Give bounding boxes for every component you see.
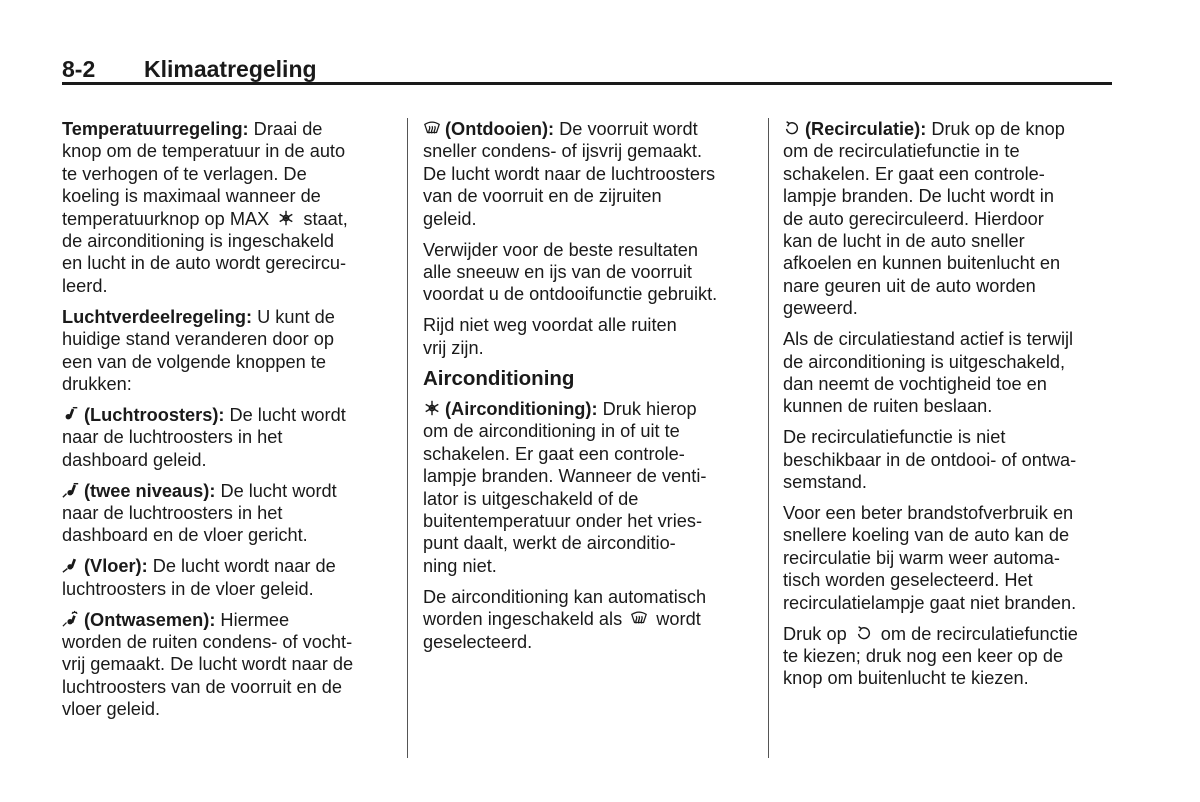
floor-paragraph <box>62 555 396 600</box>
snowflake-icon <box>277 209 295 227</box>
defog-icon <box>62 610 80 628</box>
column-right <box>783 118 1117 698</box>
auto-ac-paragraph <box>423 586 757 653</box>
defog-paragraph <box>62 609 396 721</box>
recirculation-icon <box>783 119 801 137</box>
snowflake-icon <box>423 399 441 417</box>
press-text-end: om de recirculatiefunctie te kiezen; druk nog een keer op de knop om buitenlucht te kiezen. <box>783 623 1078 689</box>
page-title: Klimaatregeling <box>144 56 317 82</box>
bilevel-label: (twee niveaus): <box>84 480 216 501</box>
vent-icon <box>62 405 80 423</box>
floor-text: De lucht wordt naar de luchtroosters in de vloer geleid. <box>62 556 336 599</box>
floor-label: (Vloer): <box>84 556 148 577</box>
remove-snow-paragraph: Verwijder voor de beste resultaten alle sneeuw en ijs van de voorruit voordat u de ontdooifunctie gebruikt. <box>423 239 718 305</box>
vents-paragraph <box>62 404 396 471</box>
page-number: 8-2 <box>62 56 96 82</box>
auto-ac-text-end: wordt geselecteerd. <box>423 609 701 652</box>
ac-paragraph <box>423 398 757 577</box>
recirculation-label: (Recirculatie): <box>805 119 927 139</box>
vents-text: De lucht wordt naar de luchtroosters in het dashboard geleid. <box>62 404 346 470</box>
bilevel-text: De lucht wordt naar de luchtroosters in het dashboard en de vloer gericht. <box>62 480 337 546</box>
defrost-label: (Ontdooien): <box>445 119 555 139</box>
vents-label: (Luchtroosters): <box>84 404 225 425</box>
recirculation-icon <box>855 624 873 642</box>
drive-paragraph: Rijd niet weg voordat alle ruiten vrij zijn. <box>423 315 677 358</box>
bilevel-paragraph <box>62 480 396 547</box>
unavailable-paragraph: De recirculatiefunctie is niet beschikbaar in de ontdooi- of ontwa- semstand. <box>783 427 1077 493</box>
defog-text: Hiermee worden de ruiten condens- of vocht- vrij gemaakt. De lucht wordt naar de luchtroosters van de voorruit en de vloer geleid. <box>62 609 354 720</box>
column-left <box>62 118 396 729</box>
press-paragraph <box>783 623 1117 690</box>
column-divider <box>407 118 408 758</box>
recirculation-paragraph <box>783 118 1117 320</box>
press-text: Druk op <box>783 623 852 644</box>
ac-text: Druk hierop om de airconditioning in of uit te schakelen. Er gaat een controle- lampje branden. Wanneer de venti- lator is uitgeschakeld of de buitentemperatuur onder het vries- punt daalt, werkt de airconditio- ning niet. <box>423 398 707 576</box>
temperature-text-end: staat, de airconditioning is ingeschakeld en lucht in de auto wordt gerecircu- leerd. <box>62 208 348 296</box>
defrost-text: De voorruit wordt sneller condens- of ijsvrij gemaakt. De lucht wordt naar de luchtroosters van de voorruit en de zijruiten geleid. <box>423 119 716 229</box>
fuel-paragraph: Voor een beter brandstofverbruik en snellere koeling van de auto kan de recirculatie bij warm weer automa- tisch worden geselecteerd. Het recirculatielampje gaat niet branden. <box>783 503 1077 613</box>
defrost-icon <box>630 609 648 627</box>
section-heading: Airconditioning <box>423 366 575 390</box>
defrost-icon <box>423 119 441 137</box>
distribution-label: Luchtverdeelregeling: <box>62 306 253 327</box>
ac-label: (Airconditioning): <box>445 398 598 419</box>
column-middle <box>423 118 757 661</box>
temperature-text: Draai de knop om de temperatuur in de auto te verhogen of te verlagen. De koeling is maximaal wanneer de temperatuurknop op MAX <box>62 119 346 229</box>
column-divider <box>768 118 769 758</box>
defrost-paragraph <box>423 118 757 230</box>
page-header <box>62 52 1112 86</box>
floor-icon <box>62 556 80 574</box>
distribution-paragraph <box>62 306 396 396</box>
fog-paragraph: Als de circulatiestand actief is terwijl de airconditioning is uitgeschakeld, dan neemt de vochtigheid toe en kunnen de ruiten beslaan. <box>783 329 1074 417</box>
temperature-paragraph <box>62 118 396 297</box>
auto-ac-text: De airconditioning kan automatisch worden ingeschakeld als <box>423 586 707 630</box>
header-rule <box>62 82 1112 85</box>
distribution-text: U kunt de huidige stand veranderen door op een van de volgende knoppen te drukken: <box>62 306 335 394</box>
recirculation-text: Druk op de knop om de recirculatiefunctie in te schakelen. Er gaat een controle- lampje branden. De lucht wordt in de auto gerecirculeerd. Hierdoor kan de lucht in de auto sneller afkoelen en kunnen buitenlucht en nare geuren uit de auto worden geweerd. <box>783 119 1065 319</box>
bilevel-icon <box>62 481 80 499</box>
temperature-label: Temperatuurregeling: <box>62 119 249 139</box>
defog-label: (Ontwasemen): <box>84 609 216 630</box>
